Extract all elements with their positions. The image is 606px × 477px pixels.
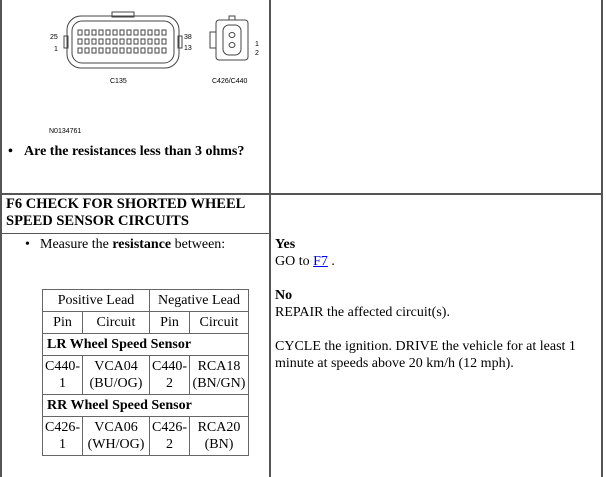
connector-pin [99, 48, 103, 53]
connector-pin [85, 48, 89, 53]
resistance-table [42, 289, 249, 456]
figure-id: N0134761 [49, 128, 82, 135]
connector-pin [141, 39, 145, 44]
circuit-header: Circuit [83, 312, 150, 334]
connector-pin [113, 30, 117, 35]
step-title-divider [0, 233, 271, 234]
connector-pin [148, 30, 152, 35]
connector-pin [127, 30, 131, 35]
neg-pin-cell: C426-2 [150, 417, 190, 456]
measure-prefix: Measure the [40, 237, 113, 252]
c135-connector [64, 12, 182, 68]
connector-pin [85, 30, 89, 35]
cycle-instruction: CYCLE the ignition. DRIVE the vehicle for at least 1 minute at speeds above 20 km/h (12 mph). [275, 339, 576, 371]
step-title: F6 CHECK FOR SHORTED WHEEL SPEED SENSOR CIRCUITS [6, 196, 245, 229]
connector-pin [162, 48, 166, 53]
connector-pin [162, 30, 166, 35]
pos-pin-cell: C426-1 [43, 417, 83, 456]
pin-38-label: 38 [184, 34, 192, 41]
table-border-left [0, 0, 2, 477]
connector-pin [113, 48, 117, 53]
negative-lead-header: Negative Lead [150, 290, 249, 312]
connector-pin [155, 30, 159, 35]
connector-pin [134, 39, 138, 44]
connector-pin [78, 39, 82, 44]
measure-bold: resistance [112, 237, 172, 252]
table-row [43, 356, 249, 395]
connector-pin [92, 30, 96, 35]
connector-pin [120, 39, 124, 44]
no-label: No [275, 288, 293, 303]
connector-pin [106, 48, 110, 53]
c426-pin-1-label: 1 [255, 41, 259, 48]
row-divider [0, 193, 603, 195]
pin-header: Pin [43, 312, 83, 334]
measure-suffix: between: [171, 237, 226, 252]
table-border-right [601, 0, 603, 477]
connector-pin [155, 48, 159, 53]
c426-connector [210, 16, 248, 60]
yes-instruction [275, 253, 595, 270]
connector-pin [120, 48, 124, 53]
pin-25-label: 25 [50, 34, 58, 41]
connector-pin [106, 30, 110, 35]
connector-pin [162, 39, 166, 44]
c426-pin-2-label: 2 [255, 50, 259, 57]
connector-pin [92, 48, 96, 53]
connector-pin [113, 39, 117, 44]
table-row [43, 417, 249, 456]
connector-diagram [40, 8, 270, 98]
connector-pin [141, 48, 145, 53]
positive-lead-header: Positive Lead [43, 290, 150, 312]
connector-pin [148, 39, 152, 44]
section-title: RR Wheel Speed Sensor [43, 395, 249, 417]
neg-circuit-cell: RCA20 (BN) [190, 417, 249, 456]
connector-pin [99, 39, 103, 44]
connector-pin [134, 30, 138, 35]
connector-pin [148, 48, 152, 53]
connector-pin [155, 39, 159, 44]
connector-pin [134, 48, 138, 53]
yes-label: Yes [275, 237, 296, 252]
resistance-question: • Are the resistances less than 3 ohms? [24, 143, 254, 160]
pin-header: Pin [150, 312, 190, 334]
measure-instruction [40, 237, 225, 253]
connector-pin [78, 30, 82, 35]
c135-label: C135 [110, 78, 127, 85]
pos-pin-cell: C440-1 [43, 356, 83, 395]
connector-pin [127, 39, 131, 44]
connector-pin [85, 39, 89, 44]
yes-text: GO to [275, 254, 314, 269]
yes-period: . [327, 254, 335, 269]
pos-circuit-cell: VCA06 (WH/OG) [83, 417, 150, 456]
connector-pin [106, 39, 110, 44]
goto-f7-link[interactable]: F7 [313, 254, 328, 269]
circuit-header: Circuit [190, 312, 249, 334]
neg-circuit-cell: RCA18 (BN/GN) [190, 356, 249, 395]
neg-pin-cell: C440-2 [150, 356, 190, 395]
c426-label: C426/C440 [212, 78, 248, 85]
section-title: LR Wheel Speed Sensor [43, 334, 249, 356]
connector-pin [92, 39, 96, 44]
pin-1-label: 1 [54, 46, 58, 53]
pin-13-label: 13 [184, 45, 192, 52]
connector-pin [99, 30, 103, 35]
connector-pin [127, 48, 131, 53]
connector-pin [120, 30, 124, 35]
no-instruction: REPAIR the affected circuit(s). [275, 305, 450, 320]
connector-pin [141, 30, 145, 35]
connector-pin [78, 48, 82, 53]
pos-circuit-cell: VCA04 (BU/OG) [83, 356, 150, 395]
